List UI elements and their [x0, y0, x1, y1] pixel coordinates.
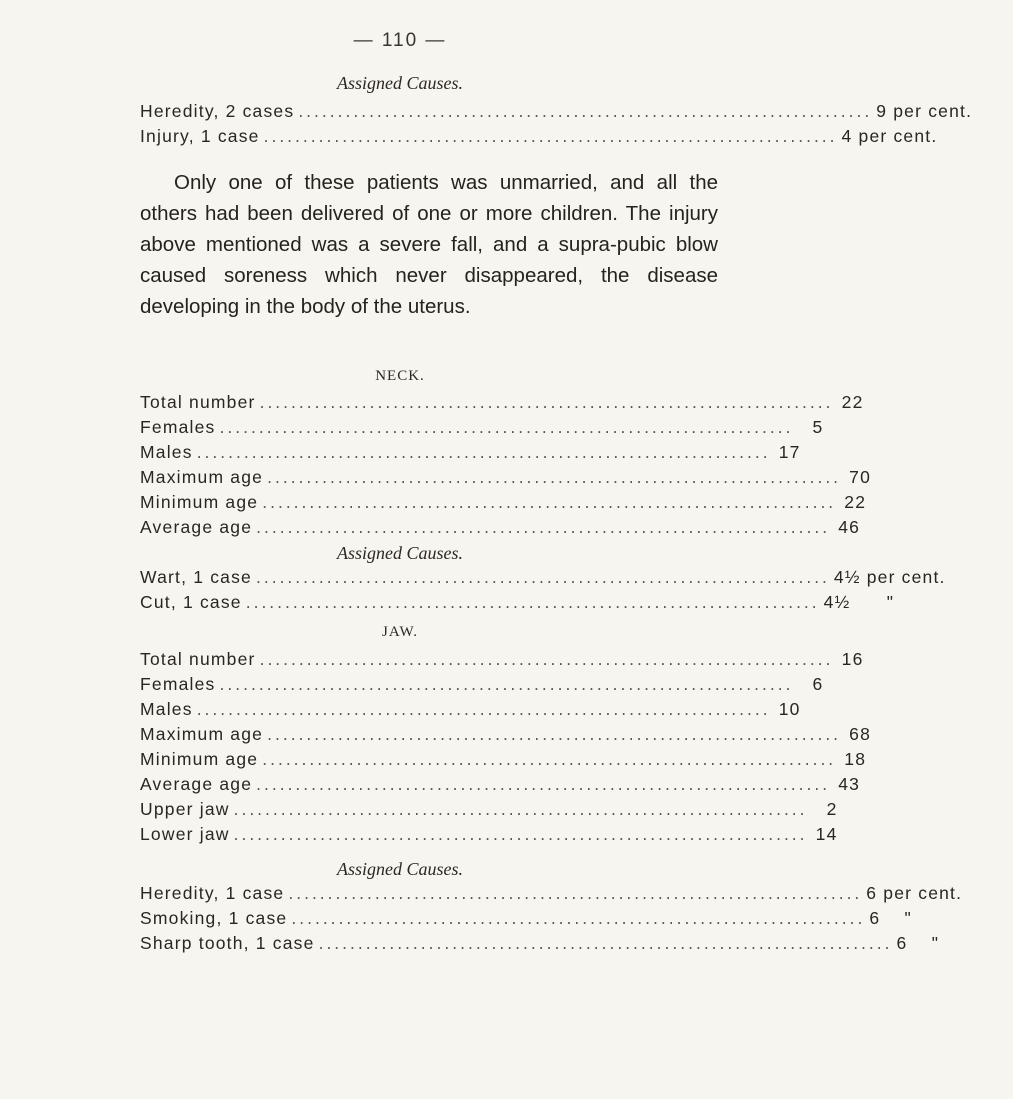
stat-value: 2: [826, 799, 838, 819]
stat-label: Total number: [140, 649, 256, 669]
cause-row: [140, 883, 963, 907]
neck-heading: NECK.: [375, 368, 425, 384]
stat-value: 22: [844, 492, 867, 512]
leader-dots: .........................................................................: [262, 749, 837, 769]
stat-value: 10: [778, 699, 801, 719]
stat-value: 70: [849, 467, 872, 487]
stat-row: [140, 774, 861, 798]
cause-label: Heredity, 1 case: [140, 883, 285, 903]
cause-value: 6 per cent.: [866, 883, 963, 903]
stat-label: Lower jaw: [140, 824, 230, 844]
leader-dots: .........................................................................: [233, 824, 808, 844]
stat-label: Average age: [140, 517, 253, 537]
leader-dots: .........................................................................: [256, 517, 831, 537]
cause-row: [140, 126, 938, 150]
stat-row: [140, 517, 861, 541]
leader-dots: .........................................................................: [263, 126, 838, 146]
stat-label: Males: [140, 699, 193, 719]
stat-row: [140, 492, 867, 516]
stat-row: [140, 724, 872, 748]
leader-dots: .........................................................................: [262, 492, 837, 512]
leader-dots: .........................................................................: [196, 699, 771, 719]
cause-label: Heredity, 2 cases: [140, 101, 295, 121]
leader-dots: .........................................................................: [259, 392, 834, 412]
leader-dots: .........................................................................: [318, 933, 893, 953]
jaw-heading: JAW.: [382, 624, 418, 640]
stat-row: [140, 467, 872, 491]
cause-row: [140, 592, 895, 616]
stat-label: Males: [140, 442, 193, 462]
cause-row: [140, 567, 946, 591]
cause-row: [140, 101, 973, 125]
cause-value: 4 per cent.: [841, 126, 938, 146]
stat-row: [140, 749, 867, 773]
cause-label: Wart, 1 case: [140, 567, 252, 587]
stat-row: [140, 417, 824, 441]
assigned-causes-heading-2: Assigned Causes.: [337, 543, 463, 563]
stat-value: 5: [812, 417, 824, 437]
cause-row: [140, 933, 940, 957]
leader-dots: .........................................................................: [259, 649, 834, 669]
cause-label: Smoking, 1 case: [140, 908, 288, 928]
body-paragraph: [140, 167, 718, 322]
assigned-causes-heading-3: Assigned Causes.: [337, 859, 463, 879]
stat-row: [140, 799, 838, 823]
cause-row: [140, 908, 912, 932]
cause-value: 6 ": [896, 933, 940, 953]
stat-value: 17: [778, 442, 801, 462]
stat-label: Minimum age: [140, 492, 259, 512]
stat-row: [140, 442, 801, 466]
page-number: — 110 —: [353, 30, 447, 51]
cause-value: 6 ": [869, 908, 912, 928]
stat-value: 14: [815, 824, 838, 844]
leader-dots: .........................................................................: [255, 567, 830, 587]
leader-dots: .........................................................................: [288, 883, 863, 903]
cause-label: Injury, 1 case: [140, 126, 260, 146]
stat-label: Maximum age: [140, 724, 264, 744]
leader-dots: .........................................................................: [267, 724, 842, 744]
leader-dots: .........................................................................: [291, 908, 866, 928]
stat-row: [140, 824, 838, 848]
stat-label: Total number: [140, 392, 256, 412]
stat-label: Average age: [140, 774, 253, 794]
stat-row: [140, 674, 824, 698]
stat-value: 22: [841, 392, 864, 412]
stat-value: 18: [844, 749, 867, 769]
cause-value: 9 per cent.: [876, 101, 973, 121]
cause-value: 4½ per cent.: [833, 567, 946, 587]
leader-dots: .........................................................................: [298, 101, 873, 121]
cause-label: Cut, 1 case: [140, 592, 242, 612]
stat-row: [140, 699, 801, 723]
stat-label: Females: [140, 417, 216, 437]
leader-dots: .........................................................................: [256, 774, 831, 794]
stat-label: Females: [140, 674, 216, 694]
stat-row: [140, 392, 864, 416]
stat-label: Maximum age: [140, 467, 264, 487]
leader-dots: .........................................................................: [196, 442, 771, 462]
cause-value: 4½ ": [823, 592, 895, 612]
cause-label: Sharp tooth, 1 case: [140, 933, 315, 953]
leader-dots: .........................................................................: [219, 417, 794, 437]
stat-row: [140, 649, 864, 673]
assigned-causes-heading-1: Assigned Causes.: [337, 73, 463, 93]
stat-value: 68: [849, 724, 872, 744]
stat-value: 46: [838, 517, 861, 537]
leader-dots: .........................................................................: [233, 799, 808, 819]
stat-value: 16: [841, 649, 864, 669]
stat-value: 43: [838, 774, 861, 794]
stat-label: Upper jaw: [140, 799, 230, 819]
stat-label: Minimum age: [140, 749, 259, 769]
leader-dots: .........................................................................: [267, 467, 842, 487]
stat-value: 6: [812, 674, 824, 694]
paragraph-text: Only one of these patients was unmarried, and all the others had been delivered of one or more children. The injury above mentioned was a severe fall, and a supra-pubic blow caused soreness which never disappeared, the disease developing in the body of the uterus.: [140, 171, 718, 318]
leader-dots: .........................................................................: [245, 592, 820, 612]
leader-dots: .........................................................................: [219, 674, 794, 694]
